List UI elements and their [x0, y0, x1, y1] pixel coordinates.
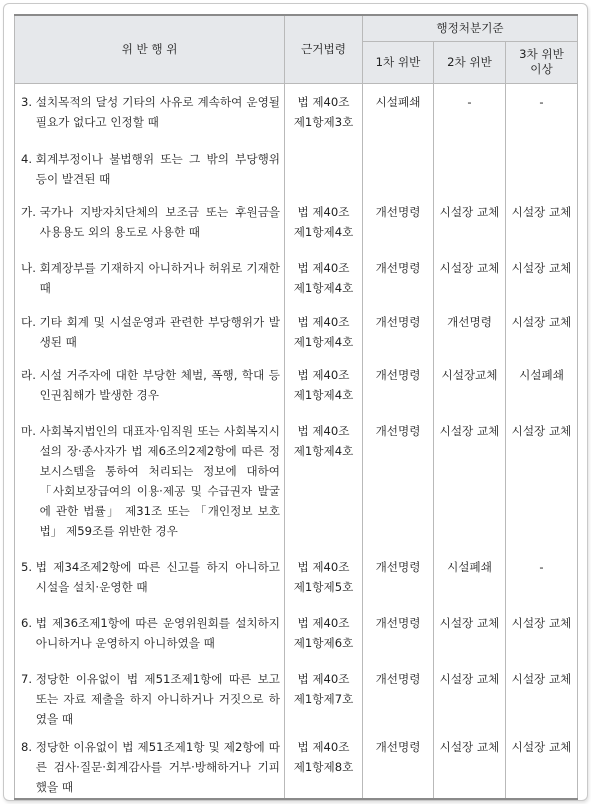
- table-row: [15, 250, 578, 304]
- header-third-violation: 3차 위반 이상: [506, 41, 578, 83]
- third-violation-cell: -: [506, 83, 578, 141]
- violation-text: 법 제34조제2항에 따른 신고를 하지 아니하고 시설을 설치·운영한 때: [35, 560, 280, 594]
- basis-cell: [285, 357, 363, 413]
- first-violation-cell: 시설폐쇄: [363, 83, 434, 141]
- third-violation-cell: 시설장 교체: [506, 605, 578, 661]
- table-row: [15, 549, 578, 605]
- item-number: 라.: [21, 368, 36, 382]
- table-row: [15, 413, 578, 549]
- first-violation-cell: 개선명령: [363, 729, 434, 799]
- item-number: 3.: [21, 94, 33, 109]
- third-violation-cell: 시설장 교체: [506, 194, 578, 250]
- item-number: 6.: [21, 616, 33, 630]
- violation-cell: [15, 250, 285, 304]
- violation-cell: [15, 549, 285, 605]
- third-violation-cell: 시설장 교체: [506, 413, 578, 549]
- violation-cell: [15, 304, 285, 357]
- second-violation-cell: 시설장 교체: [434, 605, 506, 661]
- first-violation-cell: 개선명령: [363, 413, 434, 549]
- violation-text: 회계부정이나 불법행위 또는 그 밖의 부당행위 등이 발견된 때: [35, 152, 280, 186]
- basis-cell: [285, 194, 363, 250]
- second-violation-cell: 시설장 교체: [434, 729, 506, 799]
- basis-article: 법 제40조: [297, 616, 350, 630]
- second-violation-cell: 시설장 교체: [434, 250, 506, 304]
- violation-text: 기타 회계 및 시설운영과 관련한 부당행위가 발생된 때: [39, 315, 280, 349]
- violation-cell: [15, 413, 285, 549]
- basis-clause: 제1항제3호: [293, 114, 354, 129]
- violation-text: 설치목적의 달성 기타의 사유로 계속하여 운영될 필요가 없다고 인정할 때: [35, 94, 280, 129]
- second-violation-cell: [434, 141, 506, 194]
- first-violation-cell: 개선명령: [363, 605, 434, 661]
- second-violation-cell: 시설장 교체: [434, 194, 506, 250]
- basis-article: 법 제40조: [297, 560, 350, 574]
- basis-cell: [285, 661, 363, 729]
- third-violation-cell: 시설장 교체: [506, 661, 578, 729]
- second-violation-cell: 개선명령: [434, 304, 506, 357]
- violation-cell: [15, 605, 285, 661]
- violation-cell: [15, 661, 285, 729]
- third-violation-cell: 시설장 교체: [506, 250, 578, 304]
- basis-cell: [285, 549, 363, 605]
- item-number: 7.: [21, 672, 33, 686]
- basis-cell: [285, 605, 363, 661]
- table-row: [15, 194, 578, 250]
- second-violation-cell: -: [434, 83, 506, 141]
- violation-cell: [15, 357, 285, 413]
- basis-article: 법 제40조: [297, 368, 350, 382]
- basis-clause: 제1항제6호: [293, 636, 354, 650]
- basis-article: 법 제40조: [297, 740, 350, 754]
- violation-text: 국가나 지방자치단체의 보조금 또는 후원금을 사용용도 외의 용도로 사용한 때: [39, 205, 280, 239]
- violation-text: 시설 거주자에 대한 부당한 체벌, 폭행, 학대 등 인권침해가 발생한 경우: [39, 368, 280, 402]
- penalty-table: [14, 14, 578, 800]
- third-violation-cell: 시설장 교체: [506, 729, 578, 799]
- basis-clause: 제1항제7호: [293, 692, 354, 706]
- violation-text: 법 제36조제1항에 따른 운영위원회를 설치하지 아니하거나 운영하지 아니하였을 때: [35, 616, 280, 650]
- second-violation-cell: 시설장교체: [434, 357, 506, 413]
- item-number: 5.: [21, 560, 33, 574]
- table-row: [15, 661, 578, 729]
- basis-clause: 제1항제4호: [293, 225, 354, 239]
- violation-cell: [15, 729, 285, 799]
- violation-cell: [15, 83, 285, 141]
- first-violation-cell: 개선명령: [363, 304, 434, 357]
- violation-text: 회계장부를 기재하지 아니하거나 허위로 기재한 때: [39, 261, 280, 295]
- basis-article: 법 제40조: [297, 315, 350, 329]
- basis-cell: [285, 729, 363, 799]
- first-violation-cell: 개선명령: [363, 661, 434, 729]
- violation-cell: [15, 141, 285, 194]
- basis-article: 법 제40조: [297, 205, 350, 219]
- basis-article: 법 제40조: [297, 261, 350, 275]
- violation-text: 사회복지법인의 대표자·임직원 또는 사회복지시설의 장·종사자가 법 제6조의2제2항에 따른 정보시스템을 통하여 처리되는 정보에 대하여 「사회보장급여의 이용·제공 및 수급권자 발굴에 관한 법률」 제31조 또는 「개인정보 보호법」 제59조를 위반한 경우: [39, 424, 280, 538]
- header-penalty-group: 행정처분기준: [363, 15, 578, 41]
- basis-clause: 제1항제4호: [293, 444, 354, 458]
- third-violation-cell: [506, 141, 578, 194]
- violation-cell: [15, 194, 285, 250]
- item-number: 8.: [21, 740, 33, 754]
- basis-cell: [285, 413, 363, 549]
- item-number: 마.: [21, 424, 36, 438]
- table-row: [15, 605, 578, 661]
- table-row: [15, 141, 578, 194]
- first-violation-cell: 개선명령: [363, 549, 434, 605]
- basis-article: 법 제40조: [297, 672, 350, 686]
- table-row: [15, 83, 578, 141]
- basis-clause: 제1항제5호: [293, 580, 354, 594]
- table-row: [15, 304, 578, 357]
- violation-text: 정당한 이유없이 법 제51조제1항 및 제2항에 따른 검사·질문·회계감사를 거부·방해하거나 기피했을 때: [35, 740, 280, 794]
- third-violation-cell: -: [506, 549, 578, 605]
- item-number: 다.: [21, 315, 36, 329]
- header-second-violation: 2차 위반: [434, 41, 506, 83]
- basis-clause: 제1항제8호: [293, 760, 354, 774]
- basis-cell: [285, 250, 363, 304]
- header-first-violation: 1차 위반: [363, 41, 434, 83]
- second-violation-cell: 시설장 교체: [434, 413, 506, 549]
- item-number: 나.: [21, 261, 36, 275]
- basis-clause: 제1항제4호: [293, 335, 354, 349]
- header-basis: 근거법령: [285, 15, 363, 83]
- header-violation: 위 반 행 위: [15, 15, 285, 83]
- basis-cell: [285, 141, 363, 194]
- basis-cell: [285, 304, 363, 357]
- item-number: 4.: [21, 152, 33, 166]
- first-violation-cell: 개선명령: [363, 194, 434, 250]
- basis-article: 법 제40조: [297, 94, 350, 109]
- basis-clause: 제1항제4호: [293, 388, 354, 402]
- first-violation-cell: 개선명령: [363, 357, 434, 413]
- first-violation-cell: 개선명령: [363, 250, 434, 304]
- second-violation-cell: 시설폐쇄: [434, 549, 506, 605]
- third-violation-cell: 시설폐쇄: [506, 357, 578, 413]
- second-violation-cell: 시설장 교체: [434, 661, 506, 729]
- table-row: [15, 729, 578, 799]
- third-violation-cell: 시설장 교체: [506, 304, 578, 357]
- basis-article: 법 제40조: [297, 424, 350, 438]
- basis-cell: [285, 83, 363, 141]
- basis-clause: 제1항제4호: [293, 281, 354, 295]
- first-violation-cell: [363, 141, 434, 194]
- violation-text: 정당한 이유없이 법 제51조제1항에 따른 보고 또는 자료 제출을 하지 아니하거나 거짓으로 하였을 때: [35, 672, 280, 726]
- item-number: 가.: [21, 205, 36, 219]
- table-row: [15, 357, 578, 413]
